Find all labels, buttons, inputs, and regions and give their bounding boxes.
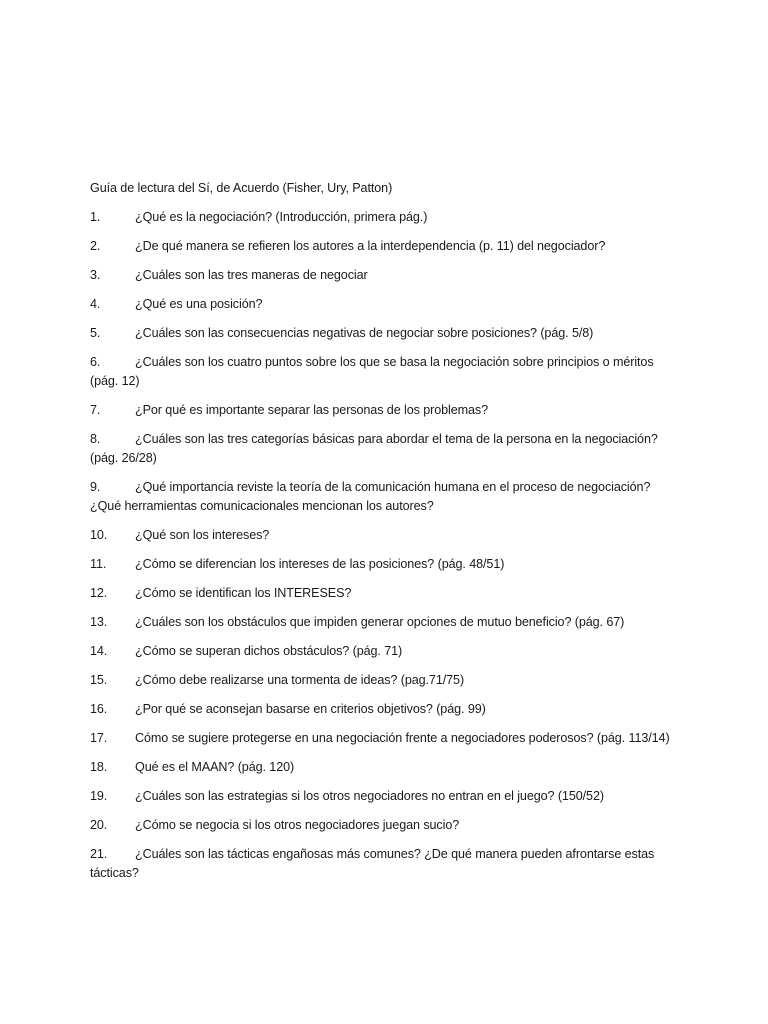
question-text: ¿Cuáles son las consecuencias negativas de negociar sobre posiciones? (pág. 5/8) (135, 326, 594, 340)
question-item (90, 758, 670, 777)
question-item (90, 324, 670, 343)
question-number: 14. (90, 644, 108, 658)
question-number: 8. (90, 432, 101, 446)
question-number: 16. (90, 702, 108, 716)
question-number: 13. (90, 615, 108, 629)
question-text: ¿Cómo se negocia si los otros negociadores juegan sucio? (135, 818, 460, 832)
question-text: ¿De qué manera se refieren los autores a la interdependencia (p. 11) del negociador? (135, 239, 606, 253)
question-item (90, 208, 670, 227)
question-text: ¿Cómo se identifican los INTERESES? (135, 586, 352, 600)
question-text: ¿Por qué se aconsejan basarse en criterios objetivos? (pág. 99) (135, 702, 486, 716)
question-number: 7. (90, 403, 101, 417)
question-number: 2. (90, 239, 101, 253)
question-number: 17. (90, 731, 108, 745)
document-title: Guía de lectura del Sí, de Acuerdo (Fisher, Ury, Patton) (90, 181, 393, 195)
question-item (90, 401, 670, 420)
question-number: 21. (90, 847, 108, 861)
question-item (90, 555, 670, 574)
question-text: ¿Qué es una posición? (135, 297, 263, 311)
question-text: ¿Cómo debe realizarse una tormenta de ideas? (pag.71/75) (135, 673, 465, 687)
question-text: Cómo se sugiere protegerse en una negociación frente a negociadores poderosos? (pág. 113/14) (135, 731, 670, 745)
question-item (90, 295, 670, 314)
question-number: 10. (90, 528, 108, 542)
question-text: ¿Por qué es importante separar las personas de los problemas? (135, 403, 489, 417)
question-item (90, 787, 670, 806)
question-number: 15. (90, 673, 108, 687)
question-number: 20. (90, 818, 108, 832)
question-text: ¿Qué es la negociación? (Introducción, primera pág.) (135, 210, 428, 224)
question-item (90, 584, 670, 603)
question-item (90, 671, 670, 690)
question-number: 5. (90, 326, 101, 340)
question-item (90, 700, 670, 719)
document-content (90, 179, 670, 893)
question-number: 12. (90, 586, 108, 600)
question-number: 1. (90, 210, 101, 224)
question-number: 9. (90, 480, 101, 494)
question-number: 4. (90, 297, 101, 311)
question-item (90, 816, 670, 835)
question-text: ¿Cuáles son los cuatro puntos sobre los que se basa la negociación sobre principios o méritos (pág. 12) (90, 355, 654, 388)
question-item (90, 642, 670, 661)
question-item (90, 353, 670, 391)
question-text: ¿Cuáles son las tres maneras de negociar (135, 268, 368, 282)
question-item (90, 613, 670, 632)
question-number: 6. (90, 355, 101, 369)
question-text: ¿Qué importancia reviste la teoría de la comunicación humana en el proceso de negociación? ¿Qué herramientas comunicacionales mencionan los autores? (90, 480, 651, 513)
question-text: ¿Cómo se superan dichos obstáculos? (pág. 71) (135, 644, 403, 658)
question-item (90, 266, 670, 285)
question-number: 19. (90, 789, 108, 803)
question-text: ¿Cuáles son los obstáculos que impiden generar opciones de mutuo beneficio? (pág. 67) (135, 615, 625, 629)
question-item (90, 845, 670, 883)
question-number: 3. (90, 268, 101, 282)
question-text: Qué es el MAAN? (pág. 120) (135, 760, 295, 774)
question-item (90, 478, 670, 516)
question-number: 18. (90, 760, 108, 774)
question-item (90, 430, 670, 468)
question-number: 11. (90, 557, 107, 571)
question-item (90, 526, 670, 545)
question-text: ¿Cuáles son las tres categorías básicas para abordar el tema de la persona en la negociación? (pág. 26/28) (90, 432, 658, 465)
question-text: ¿Cuáles son las estrategias si los otros negociadores no entran en el juego? (150/52) (135, 789, 604, 803)
question-item (90, 237, 670, 256)
question-text: ¿Cuáles son las tácticas engañosas más comunes? ¿De qué manera pueden afrontarse estas tácticas? (90, 847, 655, 880)
question-text: ¿Cómo se diferencian los intereses de las posiciones? (pág. 48/51) (135, 557, 505, 571)
question-text: ¿Qué son los intereses? (135, 528, 270, 542)
question-item (90, 729, 670, 748)
